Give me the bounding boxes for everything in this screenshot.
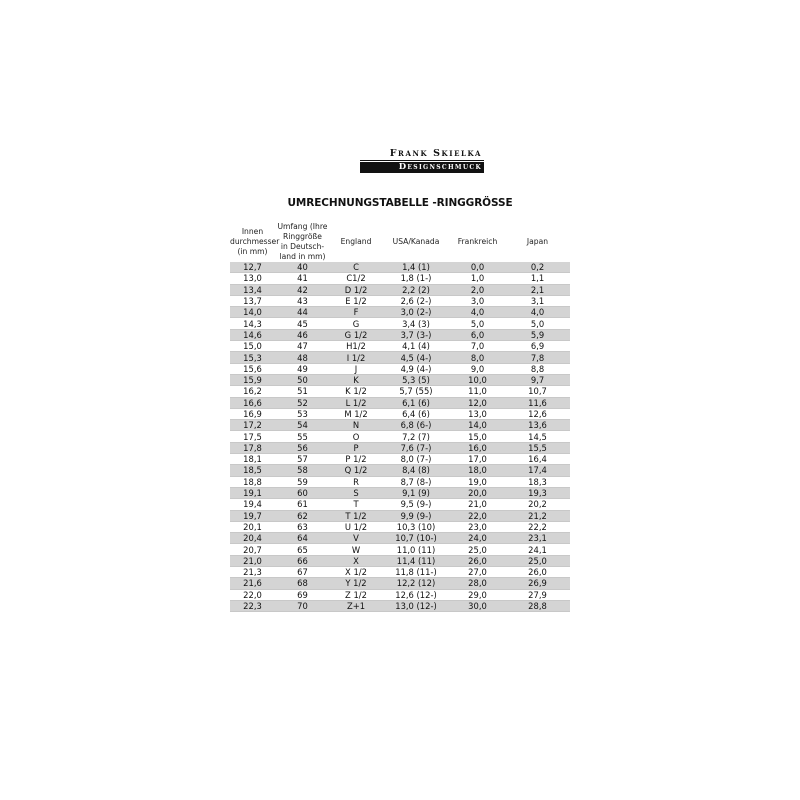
- cell-usa-canada: 10,3 (10): [396, 521, 436, 532]
- cell-england: O: [352, 431, 360, 442]
- cell-inner-diameter: 20,1: [243, 521, 262, 532]
- cell-usa-canada: 3,0 (2-): [400, 307, 432, 318]
- table-row: [230, 590, 570, 601]
- header-line: Frankreich: [457, 237, 498, 246]
- brand-logo: [360, 148, 484, 173]
- cell-france: 26,0: [468, 555, 487, 566]
- cell-england: R: [353, 476, 359, 487]
- table-row: [230, 420, 570, 431]
- cell-japan: 16,4: [528, 454, 547, 465]
- cell-england: C: [353, 262, 359, 273]
- cell-circumference: 55: [297, 431, 308, 442]
- cell-usa-canada: 1,4 (1): [402, 262, 430, 273]
- cell-usa-canada: 13,0 (12-): [395, 601, 437, 612]
- cell-france: 2,0: [470, 284, 485, 295]
- cell-inner-diameter: 14,3: [243, 318, 262, 329]
- brand-tagline: Designschmuck: [360, 162, 484, 173]
- cell-japan: 20,2: [528, 499, 547, 510]
- header-line: Innen: [241, 227, 264, 236]
- cell-japan: 8,8: [530, 363, 545, 374]
- cell-england: S: [353, 488, 359, 499]
- table-row: [230, 601, 570, 612]
- cell-france: 20,0: [468, 488, 487, 499]
- cell-england: Z+1: [346, 601, 366, 612]
- cell-circumference: 45: [297, 318, 308, 329]
- cell-usa-canada: 5,7 (55): [399, 386, 433, 397]
- cell-japan: 14,5: [528, 431, 547, 442]
- table-row: [230, 285, 570, 296]
- table-row: [230, 454, 570, 465]
- cell-france: 6,0: [470, 329, 485, 340]
- cell-circumference: 51: [297, 386, 308, 397]
- cell-japan: 12,6: [528, 409, 547, 419]
- cell-england: X: [353, 555, 359, 566]
- cell-inner-diameter: 19,4: [243, 499, 262, 510]
- table-row: [230, 533, 570, 544]
- cell-circumference: 53: [297, 409, 308, 419]
- cell-usa-canada: 11,4 (11): [396, 555, 436, 566]
- brand-name: Frank Skielka: [360, 148, 484, 161]
- cell-england: X 1/2: [345, 567, 367, 578]
- table-header: [230, 222, 570, 262]
- cell-japan: 26,9: [528, 578, 547, 589]
- cell-inner-diameter: 21,6: [243, 578, 262, 589]
- table-row: [230, 511, 570, 522]
- table-title: UMRECHNUNGSTABELLE -RINGGRÖSSE: [287, 197, 513, 209]
- cell-france: 16,0: [468, 442, 487, 453]
- cell-france: 30,0: [468, 601, 487, 612]
- cell-circumference: 58: [297, 465, 308, 476]
- cell-japan: 13,6: [528, 420, 547, 431]
- cell-circumference: 46: [297, 329, 308, 340]
- table-row: [230, 488, 570, 499]
- cell-france: 18,0: [468, 465, 487, 476]
- cell-japan: 22,2: [528, 521, 547, 532]
- cell-france: 7,0: [470, 341, 485, 352]
- cell-england: C1/2: [346, 273, 366, 284]
- cell-circumference: 69: [297, 589, 308, 600]
- cell-usa-canada: 4,9 (4-): [400, 363, 432, 374]
- table-row: [230, 544, 570, 555]
- cell-usa-canada: 10,7 (10-): [395, 533, 437, 544]
- cell-circumference: 41: [297, 273, 308, 284]
- cell-usa-canada: 6,4 (6): [402, 409, 430, 419]
- header-line: Umfang (Ihre: [277, 222, 328, 231]
- cell-japan: 1,1: [530, 273, 545, 284]
- cell-usa-canada: 5,3 (5): [402, 375, 430, 386]
- cell-japan: 15,5: [528, 442, 547, 453]
- table-row: [230, 307, 570, 318]
- cell-inner-diameter: 15,0: [243, 341, 262, 352]
- cell-england: V: [353, 533, 359, 544]
- cell-england: E 1/2: [345, 296, 367, 307]
- cell-inner-diameter: 18,1: [243, 454, 262, 465]
- cell-circumference: 56: [297, 442, 308, 453]
- cell-japan: 6,9: [530, 341, 545, 352]
- cell-france: 13,0: [468, 409, 487, 419]
- cell-france: 8,0: [470, 352, 485, 363]
- cell-england: H1/2: [346, 341, 366, 352]
- header-circumference: [275, 222, 330, 262]
- cell-circumference: 70: [297, 601, 308, 612]
- cell-inner-diameter: 13,0: [243, 273, 262, 284]
- cell-france: 3,0: [470, 296, 485, 307]
- cell-circumference: 59: [297, 476, 308, 487]
- cell-japan: 3,1: [530, 296, 545, 307]
- table-row: [230, 465, 570, 476]
- cell-usa-canada: 12,2 (12): [396, 578, 436, 589]
- table-row: [230, 386, 570, 397]
- table-row: [230, 409, 570, 420]
- header-line: Ringgröße: [283, 232, 322, 241]
- cell-japan: 10,7: [528, 386, 547, 397]
- header-line: USA/Kanada: [392, 237, 440, 246]
- header-japan: [505, 237, 570, 247]
- cell-inner-diameter: 20,7: [243, 544, 262, 555]
- cell-england: T: [353, 499, 359, 510]
- cell-circumference: 47: [297, 341, 308, 352]
- cell-japan: 11,6: [528, 397, 547, 408]
- table-row: [230, 477, 570, 488]
- cell-usa-canada: 7,6 (7-): [400, 442, 432, 453]
- cell-japan: 25,0: [528, 555, 547, 566]
- cell-japan: 0,2: [530, 262, 545, 273]
- table-row: [230, 262, 570, 273]
- cell-inner-diameter: 14,6: [243, 329, 262, 340]
- table-row: [230, 578, 570, 589]
- cell-england: G 1/2: [344, 329, 368, 340]
- header-usa-canada: [382, 237, 450, 247]
- cell-circumference: 60: [297, 488, 308, 499]
- cell-france: 5,0: [470, 318, 485, 329]
- table-row: [230, 296, 570, 307]
- table-row: [230, 431, 570, 442]
- cell-france: 11,0: [468, 386, 487, 397]
- cell-circumference: 61: [297, 499, 308, 510]
- cell-england: P: [353, 442, 359, 453]
- cell-inner-diameter: 22,3: [243, 601, 262, 612]
- cell-inner-diameter: 18,8: [243, 476, 262, 487]
- cell-france: 15,0: [468, 431, 487, 442]
- cell-japan: 9,7: [530, 375, 545, 386]
- cell-france: 17,0: [468, 454, 487, 465]
- cell-france: 10,0: [468, 375, 487, 386]
- cell-circumference: 50: [297, 375, 308, 386]
- table-row: [230, 273, 570, 284]
- cell-inner-diameter: 15,3: [243, 352, 262, 363]
- table-row: [230, 318, 570, 329]
- cell-circumference: 68: [297, 578, 308, 589]
- cell-england: M 1/2: [344, 409, 368, 419]
- cell-circumference: 48: [297, 352, 308, 363]
- cell-usa-canada: 8,7 (8-): [400, 476, 432, 487]
- cell-circumference: 54: [297, 420, 308, 431]
- cell-usa-canada: 2,6 (2-): [400, 296, 432, 307]
- header-line: England: [340, 237, 372, 246]
- cell-france: 21,0: [468, 499, 487, 510]
- cell-inner-diameter: 22,0: [243, 589, 262, 600]
- cell-japan: 21,2: [528, 510, 547, 521]
- cell-circumference: 62: [297, 510, 308, 521]
- ring-size-table: [230, 222, 570, 612]
- cell-france: 28,0: [468, 578, 487, 589]
- table-row: [230, 443, 570, 454]
- cell-inner-diameter: 17,8: [243, 442, 262, 453]
- cell-japan: 7,8: [530, 352, 545, 363]
- cell-inner-diameter: 15,9: [243, 375, 262, 386]
- cell-circumference: 57: [297, 454, 308, 465]
- cell-usa-canada: 6,1 (6): [402, 397, 430, 408]
- cell-france: 9,0: [470, 363, 485, 374]
- cell-france: 19,0: [468, 476, 487, 487]
- cell-england: K 1/2: [345, 386, 367, 397]
- cell-inner-diameter: 19,1: [243, 488, 262, 499]
- cell-usa-canada: 3,4 (3): [402, 318, 430, 329]
- table-row: [230, 567, 570, 578]
- cell-france: 24,0: [468, 533, 487, 544]
- cell-france: 1,0: [470, 273, 485, 284]
- cell-japan: 23,1: [528, 533, 547, 544]
- cell-inner-diameter: 16,9: [243, 409, 262, 419]
- table-row: [230, 499, 570, 510]
- table-row: [230, 522, 570, 533]
- cell-england: I 1/2: [346, 352, 366, 363]
- cell-japan: 19,3: [528, 488, 547, 499]
- cell-japan: 26,0: [528, 567, 547, 578]
- cell-usa-canada: 8,4 (8): [402, 465, 430, 476]
- cell-japan: 17,4: [528, 465, 547, 476]
- cell-england: P 1/2: [345, 454, 367, 465]
- header-line: Japan: [526, 237, 549, 246]
- cell-england: K: [353, 375, 359, 386]
- cell-circumference: 65: [297, 544, 308, 555]
- header-inner-diameter: [230, 227, 280, 257]
- cell-england: W: [351, 544, 361, 555]
- cell-usa-canada: 1,8 (1-): [400, 273, 432, 284]
- cell-circumference: 66: [297, 555, 308, 566]
- cell-inner-diameter: 21,0: [243, 555, 262, 566]
- table-row: [230, 556, 570, 567]
- cell-usa-canada: 3,7 (3-): [400, 329, 432, 340]
- cell-circumference: 44: [297, 307, 308, 318]
- cell-england: G: [352, 318, 360, 329]
- cell-japan: 5,0: [530, 318, 545, 329]
- cell-inner-diameter: 16,2: [243, 386, 262, 397]
- cell-usa-canada: 11,0 (11): [396, 544, 436, 555]
- cell-circumference: 63: [297, 521, 308, 532]
- cell-inner-diameter: 15,6: [243, 363, 262, 374]
- cell-usa-canada: 2,2 (2): [402, 284, 430, 295]
- cell-inner-diameter: 13,7: [243, 296, 262, 307]
- cell-england: Q 1/2: [344, 465, 368, 476]
- cell-usa-canada: 9,5 (9-): [400, 499, 432, 510]
- table-row: [230, 352, 570, 363]
- cell-france: 23,0: [468, 521, 487, 532]
- cell-england: N: [352, 420, 360, 431]
- cell-japan: 18,3: [528, 476, 547, 487]
- cell-inner-diameter: 18,5: [243, 465, 262, 476]
- cell-inner-diameter: 17,2: [243, 420, 262, 431]
- cell-usa-canada: 4,1 (4): [402, 341, 430, 352]
- header-line: land in mm): [279, 252, 326, 261]
- cell-inner-diameter: 13,4: [243, 284, 262, 295]
- cell-circumference: 42: [297, 284, 308, 295]
- cell-england: D 1/2: [344, 284, 368, 295]
- cell-japan: 4,0: [530, 307, 545, 318]
- cell-france: 25,0: [468, 544, 487, 555]
- cell-inner-diameter: 20,4: [243, 533, 262, 544]
- cell-usa-canada: 12,6 (12-): [395, 589, 437, 600]
- cell-usa-canada: 7,2 (7): [402, 431, 430, 442]
- cell-inner-diameter: 17,5: [243, 431, 262, 442]
- cell-circumference: 49: [297, 363, 308, 374]
- cell-france: 29,0: [468, 589, 487, 600]
- table-row: [230, 330, 570, 341]
- table-row: [230, 398, 570, 409]
- cell-france: 14,0: [468, 420, 487, 431]
- table-row: [230, 375, 570, 386]
- cell-england: L 1/2: [345, 397, 367, 408]
- header-line: durchmesser: [230, 237, 280, 246]
- cell-circumference: 64: [297, 533, 308, 544]
- cell-france: 27,0: [468, 567, 487, 578]
- cell-england: J: [354, 363, 358, 374]
- cell-england: F: [353, 307, 359, 318]
- cell-japan: 28,8: [528, 601, 547, 612]
- cell-japan: 27,9: [528, 589, 547, 600]
- cell-usa-canada: 8,0 (7-): [400, 454, 432, 465]
- cell-inner-diameter: 14,0: [243, 307, 262, 318]
- table-row: [230, 364, 570, 375]
- cell-japan: 5,9: [530, 329, 545, 340]
- cell-circumference: 52: [297, 397, 308, 408]
- cell-usa-canada: 11,8 (11-): [395, 567, 437, 578]
- table-row: [230, 341, 570, 352]
- cell-france: 4,0: [470, 307, 485, 318]
- cell-france: 12,0: [468, 397, 487, 408]
- cell-usa-canada: 4,5 (4-): [400, 352, 432, 363]
- cell-inner-diameter: 19,7: [243, 510, 262, 521]
- cell-france: 22,0: [468, 510, 487, 521]
- cell-circumference: 67: [297, 567, 308, 578]
- cell-inner-diameter: 21,3: [243, 567, 262, 578]
- cell-usa-canada: 9,1 (9): [402, 488, 430, 499]
- cell-france: 0,0: [470, 262, 485, 273]
- header-line: (in mm): [237, 247, 268, 256]
- cell-inner-diameter: 12,7: [243, 262, 262, 273]
- cell-england: Y 1/2: [345, 578, 367, 589]
- cell-inner-diameter: 16,6: [243, 397, 262, 408]
- cell-england: U 1/2: [344, 521, 368, 532]
- cell-england: Z 1/2: [345, 589, 367, 600]
- cell-usa-canada: 6,8 (6-): [400, 420, 432, 431]
- table-body: [230, 262, 570, 612]
- cell-circumference: 40: [297, 262, 308, 273]
- header-line: in Deutsch-: [280, 242, 325, 251]
- cell-circumference: 43: [297, 296, 308, 307]
- header-england: [330, 237, 382, 247]
- header-france: [450, 237, 505, 247]
- cell-japan: 2,1: [530, 284, 545, 295]
- cell-japan: 24,1: [528, 544, 547, 555]
- cell-england: T 1/2: [345, 510, 367, 521]
- cell-usa-canada: 9,9 (9-): [400, 510, 432, 521]
